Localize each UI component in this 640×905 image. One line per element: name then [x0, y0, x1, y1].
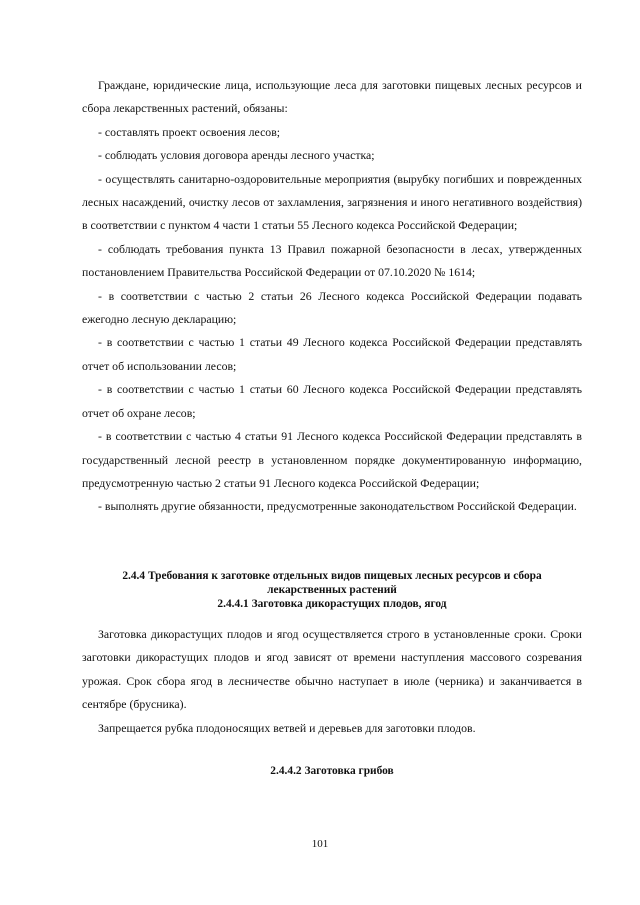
list-item: - осуществлять санитарно-оздоровительные мероприятия (вырубку погибших и поврежденных лесных насаждений, очистку лесов от захламления, загрязнения и иного негативного воздействия) в соответствии с пунктом 4 части 1 статьи 55 Лесного кодекса Российской Федерации; — [82, 171, 582, 233]
berries-section — [82, 623, 582, 740]
list-item: - выполнять другие обязанности, предусмотренные законодательством Российской Федерации. — [98, 499, 577, 514]
section-heading-2-4-4-1: 2.4.4.1 Заготовка дикорастущих плодов, ягод — [217, 598, 447, 610]
paragraph: Заготовка дикорастущих плодов и ягод осуществляется строго в установленные сроки. Сроки заготовки дикорастущих плодов и ягод зависят от времени наступления массового созревания урожая. Срок сбора ягод в лесничестве обычно наступает в июле (черника) и заканчивается в сентябре (брусника). — [82, 627, 582, 712]
list-item: - составлять проект освоения лесов; — [98, 124, 281, 139]
section-heading-2-4-4-2: 2.4.4.2 Заготовка грибов — [270, 765, 394, 777]
paragraph-intro: Граждане, юридические лица, использующие леса для заготовки пищевых лесных ресурсов и сбора лекарственных растений, обязаны: — [82, 78, 582, 116]
list-item: - в соответствии с частью 4 статьи 91 Лесного кодекса Российской Федерации представлять в государственный лесной реестр в установленном порядке документированную информацию, предусмотренную частью 2 статьи 91 Лесного кодекса Российской Федерации; — [82, 429, 582, 490]
list-item: - в соответствии с частью 2 статьи 26 Лесного кодекса Российской Федерации подавать ежегодно лесную декларацию; — [82, 288, 582, 327]
list-item: - в соответствии с частью 1 статьи 60 Лесного кодекса Российской Федерации представлять отчет об охране лесов; — [82, 382, 582, 420]
obligations-section — [82, 74, 582, 519]
list-item: - в соответствии с частью 1 статьи 49 Лесного кодекса Российской Федерации представлять отчет об использовании лесов; — [82, 335, 582, 373]
list-item: - соблюдать требования пункта 13 Правил пожарной безопасности в лесах, утвержденных постановлением Правительства Российской Федерации от 07.10.2020 № 1614; — [82, 241, 582, 280]
page-number: 101 — [311, 838, 329, 850]
paragraph: Запрещается рубка плодоносящих ветвей и деревьев для заготовки плодов. — [98, 720, 476, 735]
section-heading-2-4-4: 2.4.4 Требования к заготовке отдельных видов пищевых лесных ресурсов и сбора лекарственных растений — [122, 570, 542, 596]
list-item: - соблюдать условия договора аренды лесного участка; — [98, 148, 375, 163]
